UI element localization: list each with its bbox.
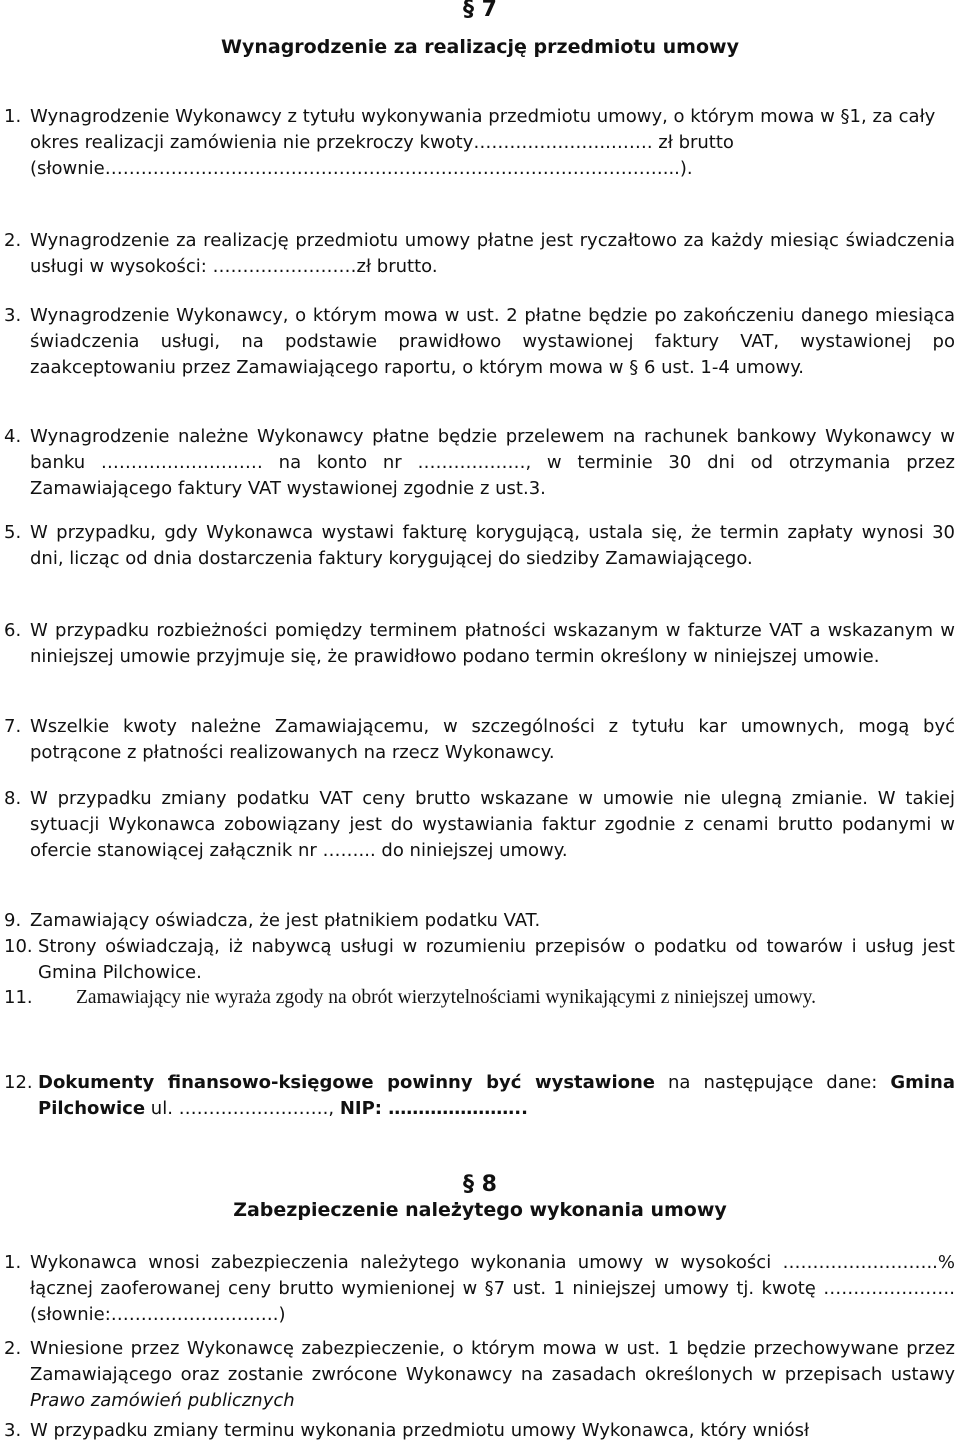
item-number: 11.	[4, 987, 33, 1008]
item-text: Zamawiający nie wyraża zgody na obrót wierzytelnościami wynikającymi z niniejszej umowy.	[76, 987, 817, 1008]
section-7-mark: § 7	[463, 0, 497, 22]
item-text: Wykonawca wnosi zabezpieczenia należytego wykonania umowy w wysokości ……………………..% łącznej zaoferowanej ceny brutto wymienionej w §7 ust. 1 niniejszej umowy tj. kwotę …………………. (słownie:……………………….)	[30, 1252, 955, 1325]
item-number: 6.	[4, 620, 22, 641]
item-text: Wynagrodzenie Wykonawcy, o którym mowa w ust. 2 płatne będzie po zakończeniu danego miesiąca świadczenia usługi, na podstawie prawidłowo wystawionej faktury VAT, wystawionej po zaakceptowaniu przez Zamawiającego raportu, o którym mowa w § 6 ust. 1-4 umowy.	[30, 305, 955, 378]
item-text: Wynagrodzenie za realizację przedmiotu umowy płatne jest ryczałtowo za każdy miesiąc świadczenia usługi w wysokości: ……………………zł brutto.	[30, 230, 955, 277]
item-number: 10.	[4, 936, 33, 957]
item-text	[38, 1070, 955, 1122]
item-text: Strony oświadczają, iż nabywcą usługi w rozumieniu przepisów o podatku od towarów i usług jest Gmina Pilchowice.	[38, 936, 955, 983]
text-phrase: na następujące dane:	[655, 1072, 891, 1093]
section-8-title: Zabezpieczenie należytego wykonania umowy	[233, 1199, 727, 1221]
item-text	[30, 1336, 955, 1414]
item-number: 8.	[4, 788, 22, 809]
bold-phrase: Dokumenty finansowo-księgowe powinny być wystawione	[38, 1072, 655, 1093]
italic-phrase: Prawo zamówień publicznych	[30, 1390, 295, 1411]
item-number: 1.	[4, 1252, 22, 1273]
item-number: 2.	[4, 230, 22, 251]
item-number: 5.	[4, 522, 22, 543]
item-text: W przypadku zmiany terminu wykonania przedmiotu umowy Wykonawca, który wniósł	[30, 1420, 810, 1441]
bold-phrase: NIP: …………………..	[339, 1098, 528, 1119]
item-number: 3.	[4, 1420, 22, 1441]
item-text: Wszelkie kwoty należne Zamawiającemu, w szczególności z tytułu kar umownych, mogą być potrącone z płatności realizowanych na rzecz Wykonawcy.	[30, 716, 955, 763]
section-7-title: Wynagrodzenie za realizację przedmiotu umowy	[221, 36, 739, 58]
item-number: 3.	[4, 305, 22, 326]
bold-phrase: Gmina Pilchowice	[38, 1072, 955, 1119]
text-phrase: Wniesione przez Wykonawcę zabezpieczenie, o którym mowa w ust. 1 będzie przechowywane przez Zamawiającego oraz zostanie zwrócone Wykonawcy na zasadach określonych w przepisach ustawy	[30, 1338, 955, 1385]
item-number: 2.	[4, 1338, 22, 1359]
item-text: Zamawiający oświadcza, że jest płatnikiem podatku VAT.	[30, 910, 541, 931]
item-number: 4.	[4, 426, 22, 447]
item-text: W przypadku rozbieżności pomiędzy terminem płatności wskazanym w fakturze VAT a wskazanym w niniejszej umowie przyjmuje się, że prawidłowo podano termin określony w niniejszej umowie.	[30, 620, 955, 667]
item-number: 12.	[4, 1072, 33, 1093]
text-phrase: ul. …………………….,	[145, 1098, 340, 1119]
item-number: 7.	[4, 716, 22, 737]
item-number: 1.	[4, 106, 22, 127]
item-text: W przypadku zmiany podatku VAT ceny brutto wskazane w umowie nie ulegną zmianie. W takiej sytuacji Wykonawca zobowiązany jest do wystawiania faktur zgodnie z cenami brutto podanymi w ofercie stanowiącej załącznik nr ……... do niniejszej umowy.	[30, 788, 955, 861]
item-text: W przypadku, gdy Wykonawca wystawi fakturę korygującą, ustala się, że termin zapłaty wynosi 30 dni, licząc od dnia dostarczenia faktury korygującej do siedziby Zamawiającego.	[30, 522, 955, 569]
item-number: 9.	[4, 910, 22, 931]
section-8-mark: § 8	[463, 1172, 497, 1197]
item-text: Wynagrodzenie Wykonawcy z tytułu wykonywania przedmiotu umowy, o którym mowa w §1, za cały okres realizacji zamówienia nie przekroczy kwoty…………………..……. zł brutto (słownie…………………………………………………………………………………...).	[30, 106, 936, 179]
item-text: Wynagrodzenie należne Wykonawcy płatne będzie przelewem na rachunek bankowy Wykonawcy w banku ……………………… na konto nr ………………, w terminie 30 dni od otrzymania przez Zamawiającego faktury VAT wystawionej zgodnie z ust.3.	[30, 426, 955, 499]
